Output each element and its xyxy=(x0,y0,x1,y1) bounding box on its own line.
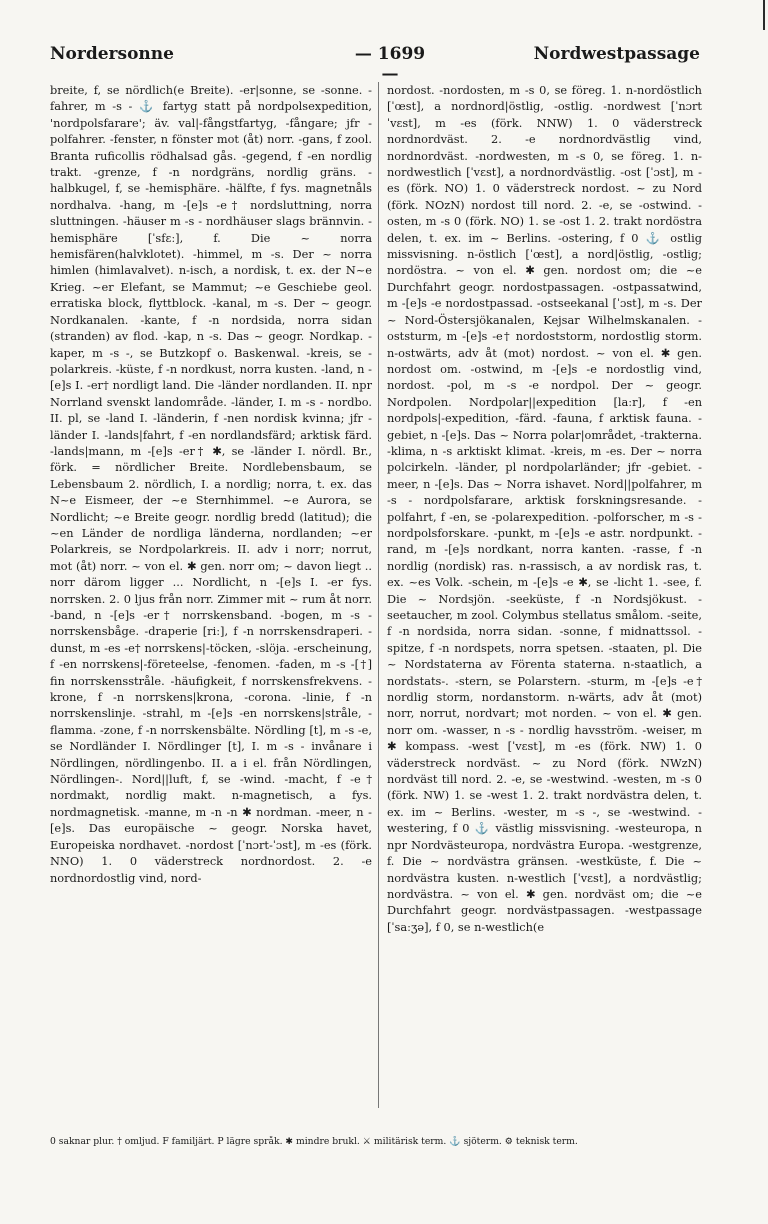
page-edge-line xyxy=(763,0,765,30)
left-column-text: breite, f, se nördlich(e Breite). -er|sonne, se -sonne. -fahrer, m -s - ⚓ fartyg statt på nordpolsexpedition, 'nordpolsfarare'; äv. val|-fångstfartyg, -fångare; jfr -polfahrer. -fenster, n fönster mot (åt) norr. -gans, f zool. Branta ruficollis rödhalsad gås. -gegend, f -en nordlig trakt. -grenze, f -n nordgräns, nordlig gräns. -halbkugel, f, se -hemisphäre. -hälfte, f fys. magnetnåls nordhalva. -hang, m -[e]s -e† nordsluttning, norra sluttningen. -häuser m -s - nordhäuser slags brännvin. -hemisphäre [ˈsfɛː], f. Die ~ norra hemisfären(halvklotet). -himmel, m -s. Der ~ norra himlen (himlavalvet). n-isch, a nordisk, t. ex. der N~e Krieg. ~er Elefant, se Mammut; ~e Geschiebe geol. erratiska block, flyttblock. -kanal, m -s. Der ~ geogr. Nordkanalen. -kante, f -n nordsida, norra sidan (stranden) av flod. -kap, n -s. Das ~ geogr. Nordkap. -kaper, m -s -, se Butzkopf o. Baskenwal. -kreis, se -polarkreis. -küste, f -n nordkust, norra kusten. -land, n -[e]s I. -er† nordligt land. Die -länder nordlanden. II. npr Norrland svenskt landområde. -länder, I. m -s - nordbo. II. pl, se -land I. -länderin, f -nen nordisk kvinna; jfr -länder I. -lands|fahrt, f -en nordlandsfärd; arktisk färd. -lands|mann, m -[e]s -er† ✱, se -länder I. nördl. Br., förk. = nördlicher Breite. Nordlebensbaum, se Lebensbaum 2. nördlich, I. a nordlig; norra, t. ex. das N~e Eismeer, der ~e Sternhimmel. ~e Aurora, se Nordlicht; ~e Breite geogr. nordlig bredd (latitud); die ~en Länder de nordliga länderna, nordlanden; ~er Polarkreis, se Nordpolarkreis. II. adv i norr; norrut, mot (åt) norr. ~ von el. ✱ gen. norr om; ~ davon liegt .. norr därom ligger ... Nordlicht, n -[e]s I. -er fys. norrsken. 2. 0 ljus från norr. Zimmer mit ~ rum åt norr. -band, n -[e]s -er† norrskensband. -bogen, m -s - norrskensbåge. -draperie [riː], f -n norrskensdraperi. -dunst, m -es -e† norrskens|-töcken, -slöja. -erscheinung, f -en norrskens|-företeelse, -fenomen. -faden, m -s -[†] fin norrskensstråle. -häufigkeit, f norrskensfrekvens. -krone, f -n norrskens|krona, -corona. -linie, f -n norrskenslinje. -strahl, m -[e]s -en norrskens|stråle, -flamma. -zone, f -n norrskensbälte. Nördling [t], m -s -e, se Nordländer I. Nördlinger [t], I. m -s - invånare i Nördlingen, nördlingenbo. II. a i el. från Nördlingen, Nördlingen-. Nord||luft, f, se -wind. -macht, f -e† nordmakt, nordlig makt. n-magnetisch, a fys. nordmagnetisk. -manne, m -n -n ✱ nordman. -meer, n -[e]s. Das europäische ~ geogr. Norska havet, Europeiska nordhavet. -nordost [ˈnɔrt-ˈɔst], m -es (förk. NNO) 1. 0 väderstreck nordnordost. 2. -e nordnordostlig vind, nord- xyxy=(50,83,372,885)
column-divider xyxy=(378,82,379,1108)
left-column xyxy=(50,82,372,1108)
header-last-entry: Nordwestpassage xyxy=(533,44,700,64)
dictionary-columns xyxy=(50,82,702,1108)
right-column-text: nordost. -nordosten, m -s 0, se föreg. 1. n-nordöstlich [ˈœst], a nordnord|östlig, -ostlig. -nordwest [ˈnɔrtˈvɛst], m -es (förk. NNW) 1. 0 väderstreck nordnordväst. 2. -e nordnordvästlig vind, nordnordväst. -nordwesten, m -s 0, se föreg. 1. n-nordwestlich [ˈvɛst], a nordnordvästlig. -ost [ˈɔst], m -es (förk. NO) 1. 0 väderstreck nordost. ~ zu Nord (förk. NOzN) nordost till nord. 2. -e, se -ostwind. -osten, m -s 0 (förk. NO) 1. se -ost 1. 2. trakt nordöstra delen, t. ex. im ~ Berlins. -ostering, f 0 ⚓ ostlig missvisning. n-östlich [ˈœst], a nord|östlig, -ostlig; nordöstra. ~ von el. ✱ gen. nordost om; die ~e Durchfahrt geogr. nordostpassagen. -ostpassatwind, m -[e]s -e nordostpassad. -ostseekanal [ˈɔst], m -s. Der ~ Nord-Östersjökanalen, Kejsar Wilhelmskanalen. -oststurm, m -[e]s -e† nordoststorm, nordostlig storm. n-ostwärts, adv åt (mot) nordost. ~ von el. ✱ gen. nordost om. -ostwind, m -[e]s -e nordostlig vind, nordost. -pol, m -s -e nordpol. Der ~ geogr. Nordpolen. Nordpolar||expedition [laːr], f -en nordpols|-expedition, -färd. -fauna, f arktisk fauna. -gebiet, n -[e]s. Das ~ Norra polar|området, -trakterna. -klima, n -s arktiskt klimat. -kreis, m -es. Der ~ norra polcirkeln. -länder, pl nordpolarländer; jfr -gebiet. -meer, n -[e]s. Das ~ Norra ishavet. Nord||polfahrer, m -s - nordpolsfarare, arktisk forskningsresande. -polfahrt, f -en, se -polarexpedition. -polforscher, m -s - nordpolsforskare. -punkt, m -[e]s -e astr. nordpunkt. -rand, m -[e]s nordkant, norra kanten. -rasse, f -n nordlig (nordisk) ras. n-rassisch, a av nordisk ras, t. ex. ~es Volk. -schein, m -[e]s -e ✱, se -licht 1. -see, f. Die ~ Nordsjön. -seeküste, f -n Nordsjökust. -seetaucher, m zool. Colymbus stellatus smålom. -seite, f -n nordsida, norra sidan. -sonne, f midnattssol. -spitze, f -n nordspets, norra spetsen. -staaten, pl. Die ~ Nordstaterna av Förenta staterna. n-staatlich, a nordstats-. -stern, se Polarstern. -sturm, m -[e]s -e† nordlig storm, nordanstorm. n-wärts, adv åt (mot) norr, norrut, nordvart; mot norden. ~ von el. ✱ gen. norr om. -wasser, n -s - nordlig havsström. -weiser, m ✱ kompass. -west [ˈvɛst], m -es (förk. NW) 1. 0 väderstreck nordväst. ~ zu Nord (förk. NWzN) nordväst till nord. 2. -e, se -westwind. -westen, m -s 0 (förk. NW) 1. se -west 1. 2. trakt nordvästra delen, t. ex. im ~ Berlins. -wester, m -s -, se -westwind. -westering, f 0 ⚓ västlig missvisning. -westeuropa, n npr Nordvästeuropa, nordvästra Europa. -westgrenze, f. Die ~ nordvästra gränsen. -westküste, f. Die ~ nordvästra kusten. n-westlich [ˈvɛst], a nordvästlig; nordvästra. ~ von el. ✱ gen. nordväst om; die ~e Durchfahrt geogr. nordvästpassagen. -westpassage [ˈsaːʒə], f 0, se n-westlich(e xyxy=(387,83,702,934)
abbreviation-legend: 0 saknar plur. † omljud. F familjärt. P lägre språk. ✱ mindre brukl. ⚔ militärisk term. ⚓ sjöterm. ⚙ teknisk term. xyxy=(50,1136,578,1147)
header-first-entry: Nordersonne xyxy=(50,44,174,64)
page-header xyxy=(50,44,700,84)
right-column xyxy=(387,82,702,1108)
page-number: — 1699 — xyxy=(354,44,426,84)
